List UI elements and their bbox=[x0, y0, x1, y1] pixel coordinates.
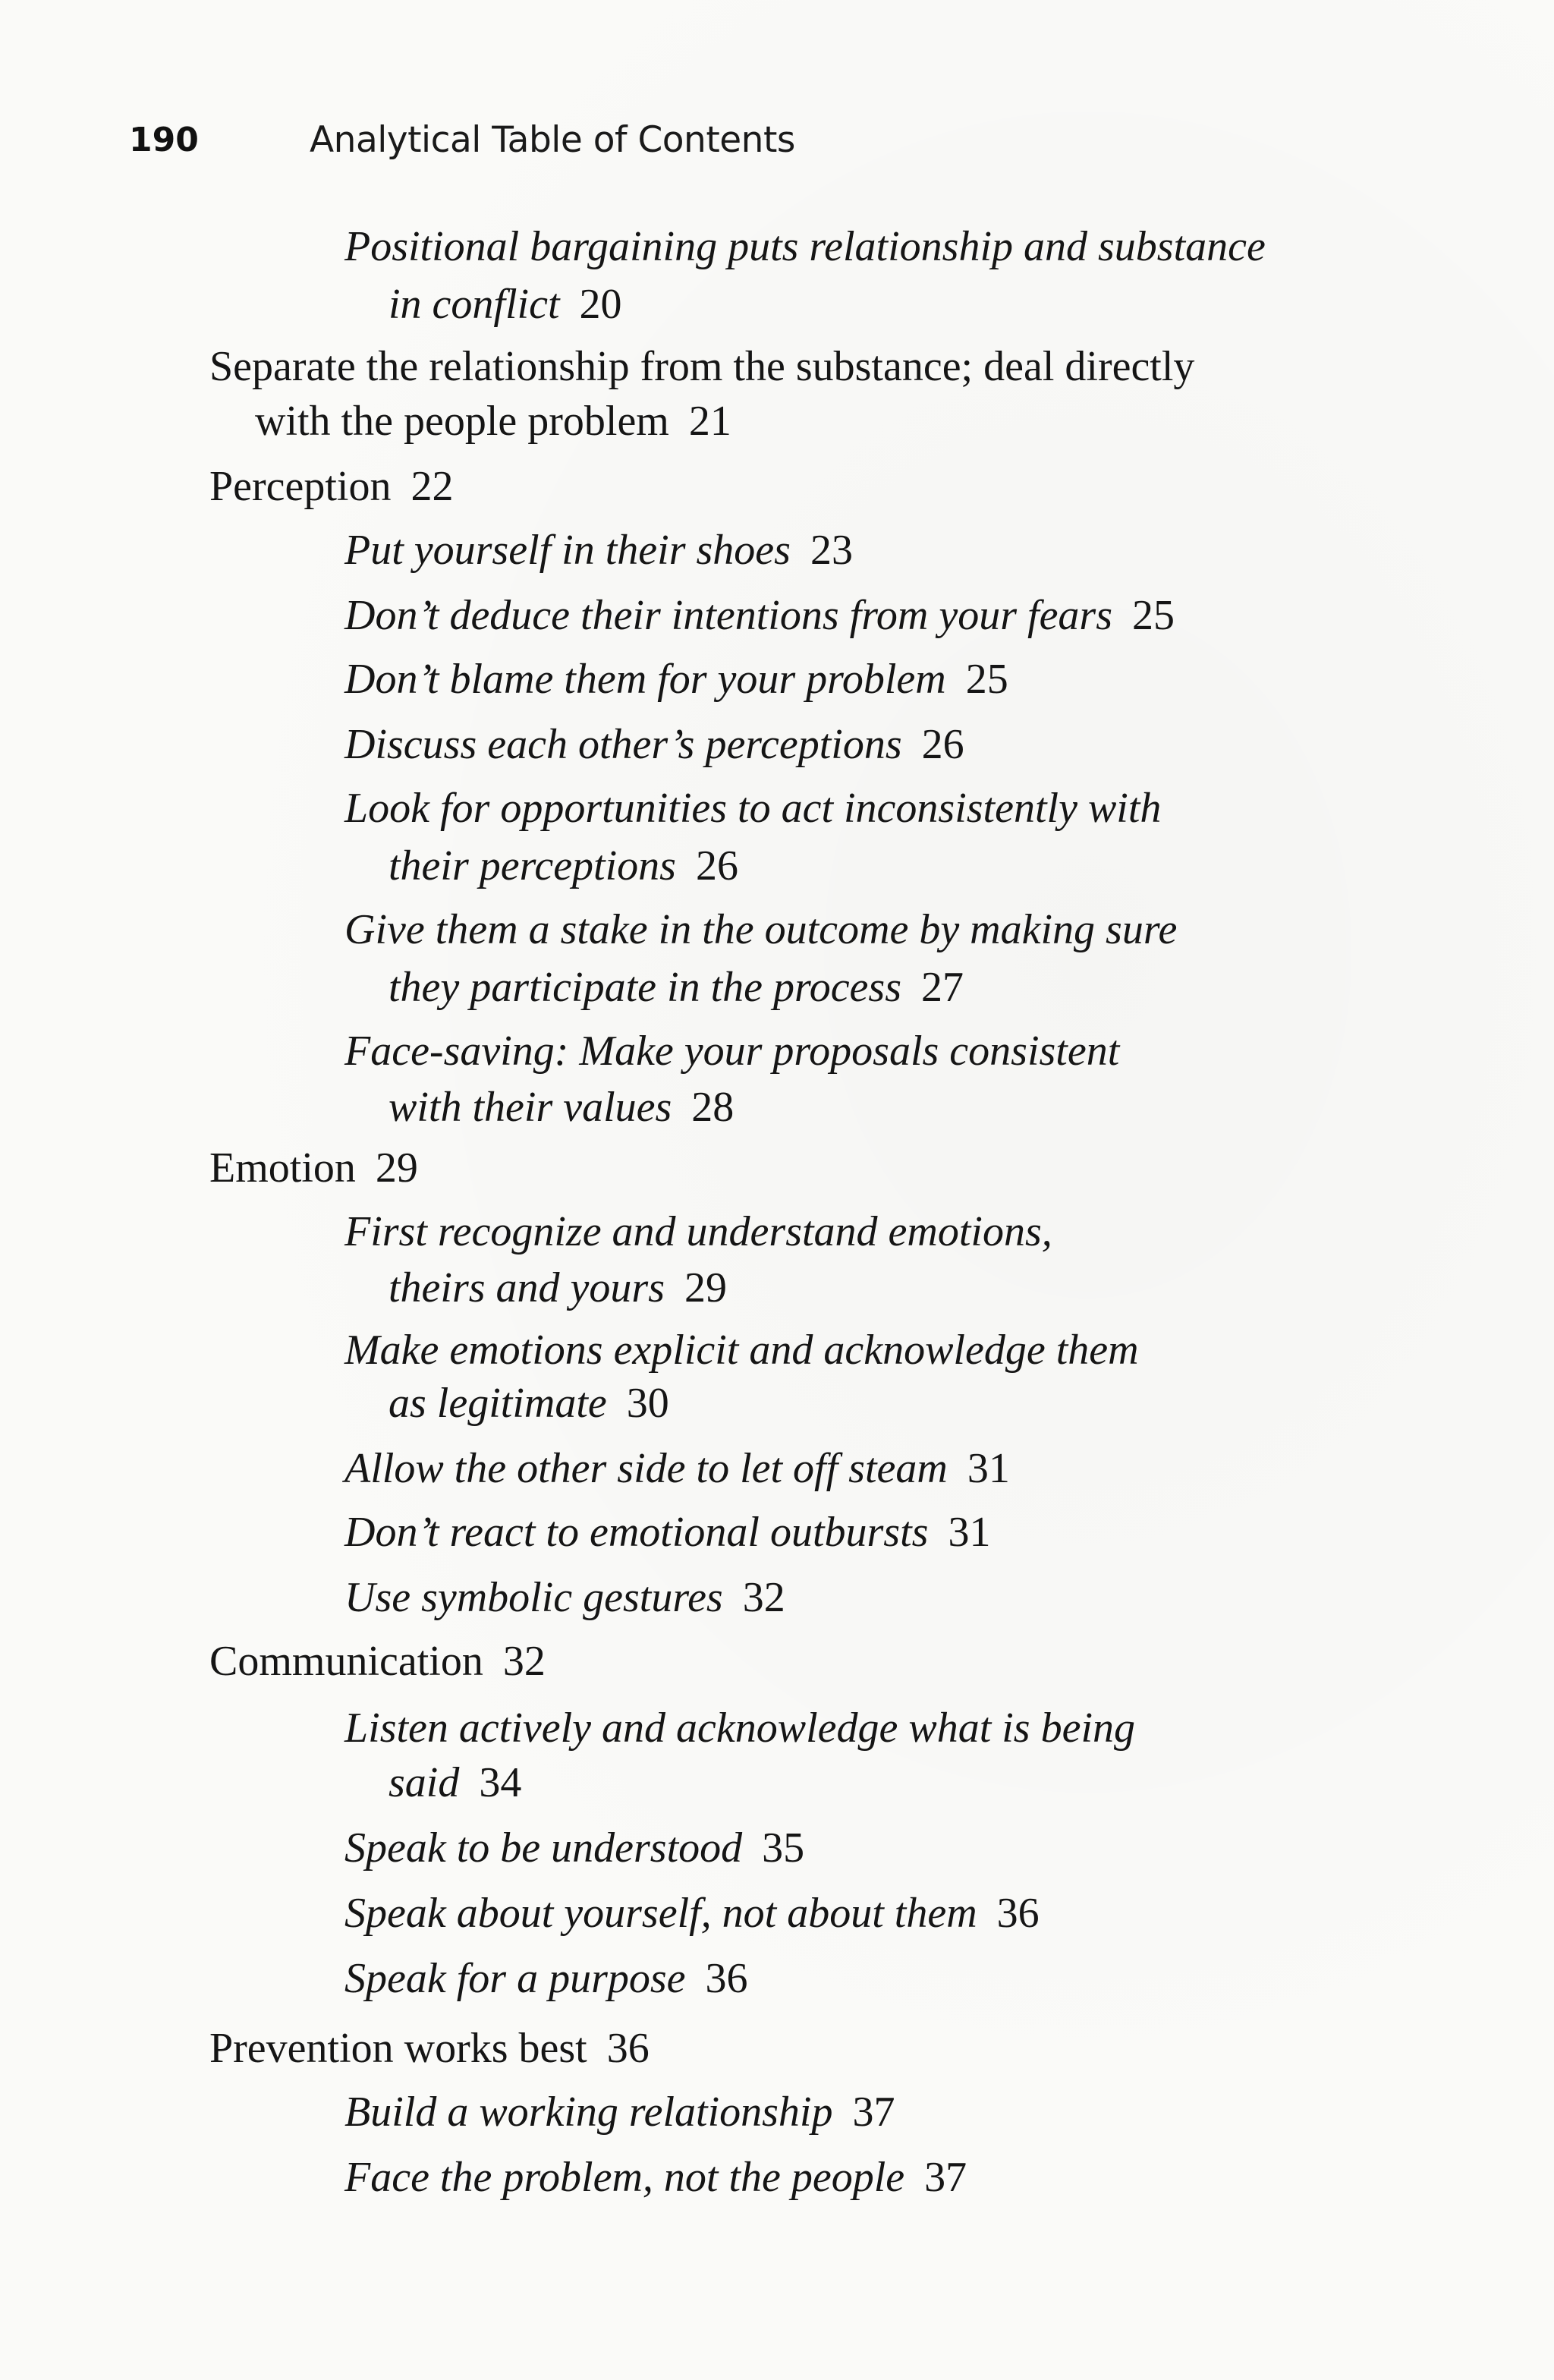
toc-entry-page: 34 bbox=[479, 1759, 522, 1806]
toc-entry-continued bbox=[388, 1258, 727, 1318]
toc-entry-text: Face-saving: Make your proposals consistent bbox=[344, 1028, 1120, 1075]
toc-entry-page: 26 bbox=[695, 842, 738, 889]
toc-entry bbox=[344, 217, 1266, 276]
toc-entry-text: First recognize and understand emotions, bbox=[344, 1208, 1052, 1255]
toc-entry-page: 21 bbox=[688, 398, 731, 445]
toc-entry-text: Face the problem, not the people bbox=[344, 2154, 905, 2201]
toc-entry-text: Allow the other side to let off steam bbox=[344, 1445, 948, 1492]
toc-entry-page: 31 bbox=[967, 1445, 1010, 1492]
toc-entry-page: 31 bbox=[948, 1509, 991, 1556]
toc-entry-continued bbox=[388, 1753, 521, 1812]
toc-entry-text: Give them a stake in the outcome by making sure bbox=[344, 906, 1178, 953]
toc-entry-page: 27 bbox=[921, 964, 964, 1011]
toc-entry-text: Separate the relationship from the substance; deal directly bbox=[209, 343, 1195, 390]
toc-entry-page: 20 bbox=[579, 281, 622, 328]
toc-entry-continued bbox=[388, 958, 964, 1017]
toc-entry bbox=[344, 715, 964, 774]
toc-entry-continued bbox=[388, 1374, 669, 1433]
toc-entry bbox=[209, 457, 453, 516]
toc-entry-page: 22 bbox=[411, 463, 454, 510]
toc-entry-text: Communication bbox=[209, 1638, 483, 1685]
toc-entry-page: 32 bbox=[742, 1574, 785, 1621]
toc-entry bbox=[344, 1439, 1010, 1498]
toc-entry-page: 30 bbox=[626, 1380, 669, 1427]
toc-entry-continued bbox=[388, 1078, 734, 1137]
toc-entry-text: they participate in the process bbox=[388, 964, 901, 1011]
toc-entry bbox=[209, 1138, 418, 1198]
toc-entry bbox=[344, 2082, 895, 2142]
toc-entry-text: Perception bbox=[209, 463, 392, 510]
toc-entry-text: their perceptions bbox=[388, 842, 676, 889]
toc-entry-page: 26 bbox=[921, 721, 964, 768]
toc-entry-page: 35 bbox=[762, 1824, 805, 1872]
toc-entry bbox=[344, 1884, 1040, 1943]
toc-entry-page: 23 bbox=[810, 527, 853, 574]
toc-entry-text: said bbox=[388, 1759, 460, 1806]
toc-entry bbox=[209, 1632, 546, 1691]
toc-entry-text: theirs and yours bbox=[388, 1264, 665, 1311]
toc-entry bbox=[344, 1022, 1119, 1081]
toc-entry bbox=[344, 2148, 967, 2207]
toc-entry-text: Don’t blame them for your problem bbox=[344, 656, 946, 703]
toc-entry bbox=[344, 900, 1177, 959]
toc-entry-page: 25 bbox=[1132, 592, 1175, 639]
toc-entry-continued bbox=[388, 836, 738, 896]
toc-entry-text: Speak for a purpose bbox=[344, 1955, 686, 2002]
toc-entry-text: with their values bbox=[388, 1084, 672, 1131]
toc-entry bbox=[344, 586, 1175, 645]
toc-entry-text: Discuss each other’s perceptions bbox=[344, 721, 902, 768]
toc-entry-text: Speak about yourself, not about them bbox=[344, 1890, 977, 1937]
toc-entry-text: Build a working relationship bbox=[344, 2089, 833, 2136]
toc-entry bbox=[344, 521, 853, 580]
toc-entry-page: 37 bbox=[924, 2154, 967, 2201]
toc-entry-text: Speak to be understood bbox=[344, 1824, 743, 1872]
toc-entry-page: 29 bbox=[684, 1264, 727, 1311]
toc-entry bbox=[344, 1503, 990, 1562]
toc-entry-page: 36 bbox=[606, 2025, 650, 2072]
toc-entry bbox=[344, 1202, 1052, 1261]
toc-entry bbox=[344, 1949, 748, 2008]
toc-entry bbox=[344, 1698, 1135, 1758]
toc-entry-page: 36 bbox=[996, 1890, 1040, 1937]
toc-entry-text: in conflict bbox=[388, 281, 560, 328]
toc-entry-text: Use symbolic gestures bbox=[344, 1574, 723, 1621]
toc-entry-text: Positional bargaining puts relationship and substance bbox=[344, 223, 1266, 270]
toc-entry-page: 36 bbox=[705, 1955, 748, 2002]
toc-entry-text: Put yourself in their shoes bbox=[344, 527, 791, 574]
toc-entry-text: Emotion bbox=[209, 1144, 356, 1192]
toc-entry-text: Look for opportunities to act inconsistently with bbox=[344, 785, 1162, 832]
toc-entry-text: Prevention works best bbox=[209, 2025, 587, 2072]
toc-entry-text: Don’t react to emotional outbursts bbox=[344, 1509, 929, 1556]
toc-entry-text: Make emotions explicit and acknowledge them bbox=[344, 1327, 1139, 1374]
toc-entry bbox=[344, 650, 1008, 709]
toc-entry-text: Listen actively and acknowledge what is being bbox=[344, 1705, 1136, 1752]
toc-entry-page: 25 bbox=[965, 656, 1008, 703]
toc-entry-page: 29 bbox=[375, 1144, 418, 1192]
toc-entry-text: with the people problem bbox=[255, 398, 669, 445]
page-number: 190 bbox=[129, 121, 199, 159]
toc-entry bbox=[209, 337, 1194, 396]
toc-entry bbox=[344, 1321, 1139, 1380]
toc-entry-continued bbox=[255, 392, 731, 451]
toc-entry-text: Don’t deduce their intentions from your fears bbox=[344, 592, 1113, 639]
toc-entry-continued bbox=[388, 275, 622, 334]
toc-entry-page: 37 bbox=[852, 2089, 895, 2136]
toc-entry-page: 32 bbox=[502, 1638, 546, 1685]
toc-entry bbox=[344, 1818, 804, 1878]
toc-entry bbox=[344, 1568, 785, 1627]
toc-entry bbox=[344, 779, 1161, 838]
running-head: Analytical Table of Contents bbox=[310, 119, 795, 161]
toc-entry-text: as legitimate bbox=[388, 1380, 607, 1427]
toc-entry-page: 28 bbox=[691, 1084, 735, 1131]
toc-entry bbox=[209, 2019, 650, 2078]
